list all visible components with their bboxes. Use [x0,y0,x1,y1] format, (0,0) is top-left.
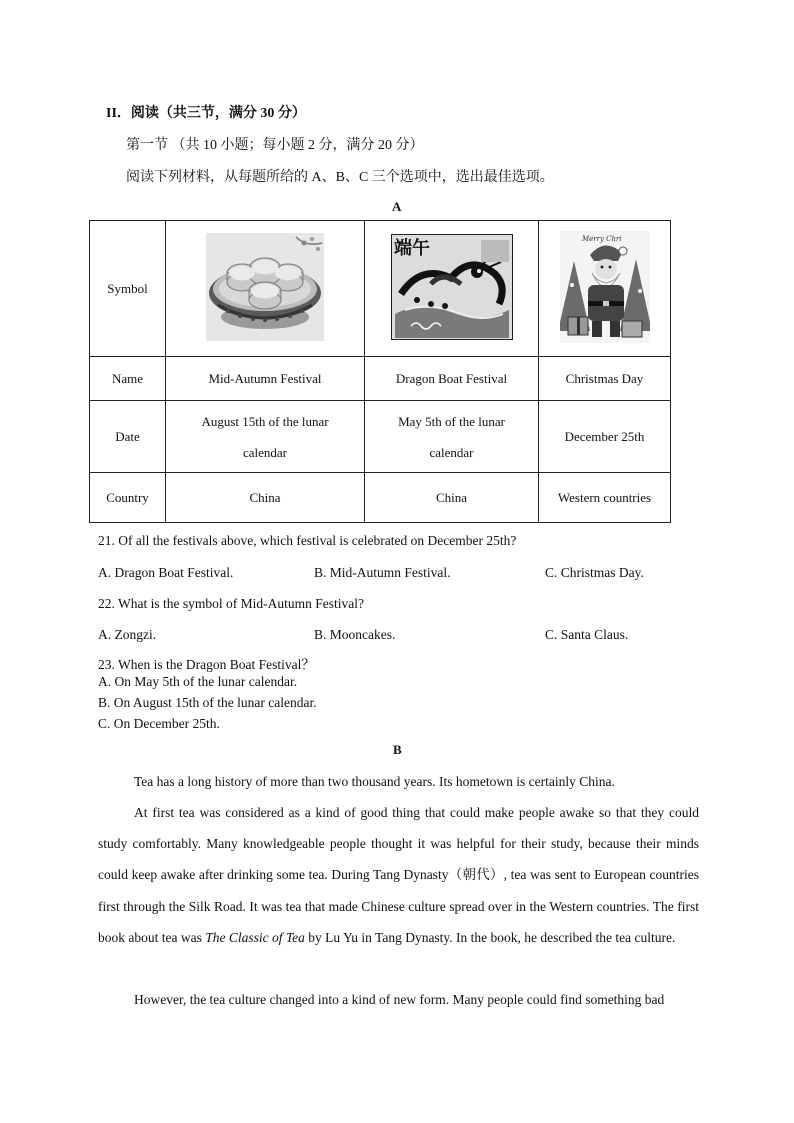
table-row-symbol [90,221,671,357]
paragraph-text: Tea has a long history of more than two thousand years. Its hometown is certainly China. [134,774,615,789]
instruction: 阅读下列材料，从每题所给的 A、B、C 三个选项中，选出最佳选项。 [126,170,554,185]
row-label-name [90,357,166,401]
paragraph-text: At first tea was considered as a kind of good thing that could make people awake so that they could study comfortably. Many knowledgeable people thought it was helpful for their study, because their minds could keep awake after drinking some tea. During Tang Dynasty（朝代）, tea was sent to European countries first through the Silk Road. It was tea that made Chinese culture spread over in the Western countries. The first book about tea was [98,805,699,945]
dragon-boat-caption: 端午 [393,237,430,259]
table-row-name [90,357,671,401]
question-option: A. On May 5th of the lunar calendar. [98,674,298,689]
festival-name-cell [539,357,671,401]
passage-b-label: B [393,742,402,757]
festival-date-cell [166,401,365,473]
row-label-symbol [90,221,166,357]
festival-date-cell [365,401,539,473]
festival-date-line: calendar [429,444,474,460]
festival-name-cell [365,357,539,401]
festival-country-cell [166,473,365,523]
dragon-boat-icon [391,234,513,344]
question-option: B. On August 15th of the lunar calendar. [98,695,317,710]
festival-country: China [435,489,468,505]
festival-name: Mid-Autumn Festival [208,370,322,386]
question-option: B. Mid-Autumn Festival. [314,565,451,580]
question-option: A. Dragon Boat Festival. [98,565,234,580]
festival-date-line: May 5th of the lunar [398,413,505,429]
festival-name: Christmas Day [565,370,644,386]
santa-claus-icon [560,231,650,347]
festival-name-cell [166,357,365,401]
question-option: C. Christmas Day. [545,565,644,580]
festival-country: China [249,489,281,505]
festival-table [89,220,671,523]
festival-country-cell [365,473,539,523]
symbol-cell-mid-autumn [166,221,365,357]
section-title: II．阅读（共三节，满分 30 分） [106,106,306,121]
row-label-date [90,401,166,473]
row-label-text: Country [106,489,149,505]
paragraph-text: by Lu Yu in Tang Dynasty. In the book, he described the tea culture. [304,929,676,945]
passage-b-paragraph-3 [98,984,699,1015]
question-option: C. On December 25th. [98,716,220,731]
festival-date-line: calendar [242,444,288,460]
table-row-country [90,473,671,523]
row-label-text: Date [115,428,140,444]
question-option: B. Mooncakes. [314,627,396,642]
question-stem: 22. What is the symbol of Mid-Autumn Festival? [98,596,364,611]
merry-christmas-caption: Merry Chri [581,234,622,243]
table-row-date [90,401,671,473]
question-option: C. Santa Claus. [545,627,629,642]
festival-country-cell [539,473,671,523]
festival-date-line: August 15th of the lunar [201,413,329,429]
festival-date-line: December 25th [564,428,645,444]
festival-name: Dragon Boat Festival [395,370,508,386]
passage-b-paragraph-2 [98,797,699,953]
symbol-cell-dragon-boat [365,221,539,357]
question-option: A. Zongzi. [98,627,157,642]
festival-date-cell [539,401,671,473]
row-label-text: Symbol [107,280,148,296]
row-label-text: Name [111,370,144,386]
question-stem: 23. When is the Dragon Boat Festival？ [98,657,315,672]
part-title: 第一节 （共 10 小题；每小题 2 分，满分 20 分） [126,138,424,153]
mooncake-icon [206,233,324,345]
symbol-cell-christmas [539,221,671,357]
paragraph-text: However, the tea culture changed into a kind of new form. Many people could find something bad [134,992,665,1007]
passage-a-label: A [392,199,402,214]
festival-country: Western countries [557,489,652,505]
row-label-country [90,473,166,523]
book-title: The Classic of Tea [205,929,305,945]
question-stem: 21. Of all the festivals above, which festival is celebrated on December 25th? [98,533,517,548]
passage-b-paragraph-1 [98,766,699,797]
